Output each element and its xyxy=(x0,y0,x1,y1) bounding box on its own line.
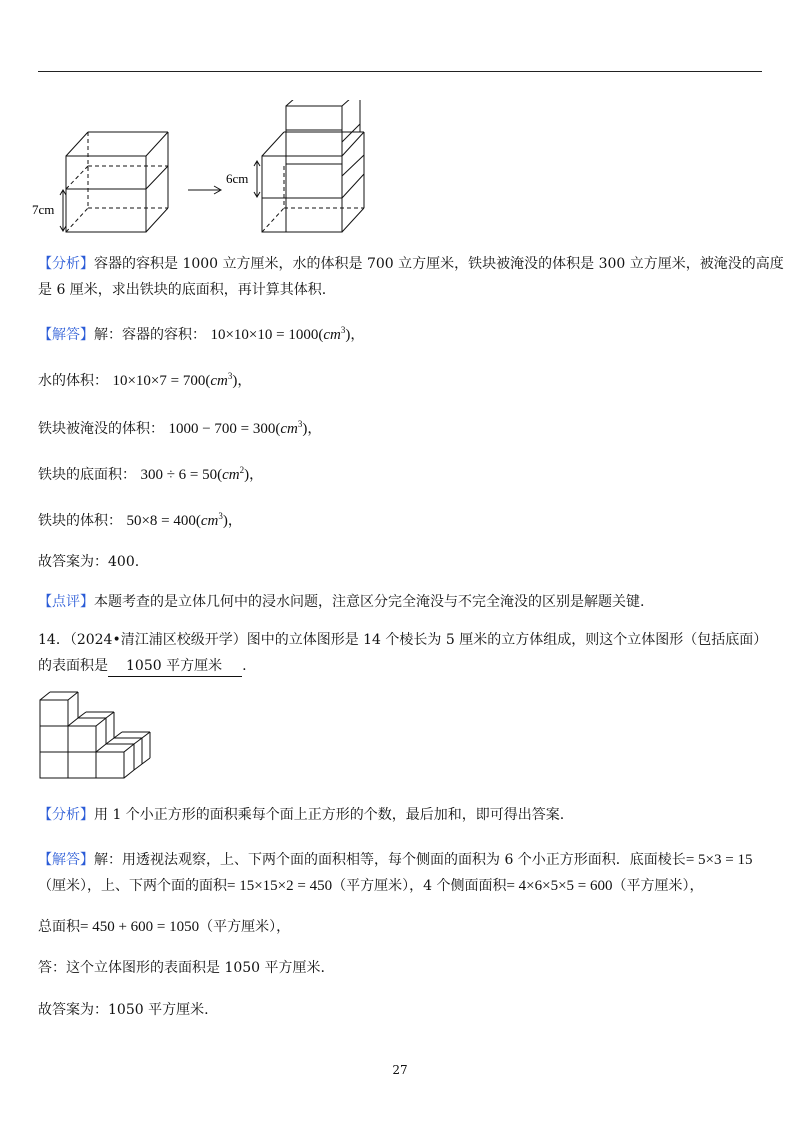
solution-1-line2: 水的体积： $10\times 10\times 7 = 700(cm^3)$， xyxy=(38,371,252,389)
solution-1-line1: 【解答】解：容器的容积： $10\times 10\times 10 = 1000(cm^3)$， xyxy=(38,325,365,343)
label-7cm: 7cm xyxy=(32,202,55,217)
analysis-tag: 【分析】 xyxy=(38,256,94,272)
solution-2-line1: 【解答】解：用透视法观察，上、下两个面的面积相等，每个侧面的面积为 6 个小正方形面积．底面棱长= 5×3 = 15 xyxy=(38,852,753,868)
container-figure xyxy=(30,100,380,235)
comment-1: 【点评】本题考查的是立体几何中的浸水问题，注意区分完全淹没与不完全淹没的区别是解题关键. xyxy=(38,594,645,610)
analysis-2: 【分析】用 1 个小正方形的面积乘每个面上正方形的个数，最后加和，即可得出答案. xyxy=(38,807,565,823)
header-rule xyxy=(38,71,762,72)
staircase-cubes-figure xyxy=(38,690,158,782)
label-6cm: 6cm xyxy=(226,171,249,186)
answer-blank: 1050 平方厘米 xyxy=(108,656,242,677)
solution-2-line2: （厘米），上、下两个面的面积= 15×15×2 = 450（平方厘米），4 个侧面面积= 4×6×5×5 = 600（平方厘米）， xyxy=(38,878,704,894)
solution-1-line3: 铁块被淹没的体积： $1000 - 700 = 300(cm^3)$， xyxy=(38,419,322,437)
answer-1: 故答案为：400. xyxy=(38,554,140,570)
question-14-line1: 14．（2024•清江浦区校级开学）图中的立体图形是 14 个棱长为 5 厘米的立方体组成，则这个立体图形（包括底面） xyxy=(38,632,768,648)
solution-1-line5: 铁块的体积： $50\times 8 = 400(cm^3)$， xyxy=(38,511,242,529)
solution-2-line4: 答：这个立体图形的表面积是 1050 平方厘米. xyxy=(38,960,325,976)
solution-1-line4: 铁块的底面积： $300 \div 6 = 50(cm^2)$， xyxy=(38,465,264,483)
answer-2: 故答案为：1050 平方厘米. xyxy=(38,1002,209,1018)
question-14-line2: 的表面积是 1050 平方厘米 . xyxy=(38,656,247,677)
page-number: 27 xyxy=(392,1063,408,1077)
analysis-1-line2: 是 6 厘米，求出铁块的底面积，再计算其体积. xyxy=(38,282,327,298)
solution-2-line3: 总面积= 450 + 600 = 1050（平方厘米）， xyxy=(38,919,291,935)
analysis-1-line1: 【分析】容器的容积是 1000 立方厘米，水的体积是 700 立方厘米，铁块被淹没的体积是 300 立方厘米，被淹没的高度 xyxy=(38,256,784,272)
